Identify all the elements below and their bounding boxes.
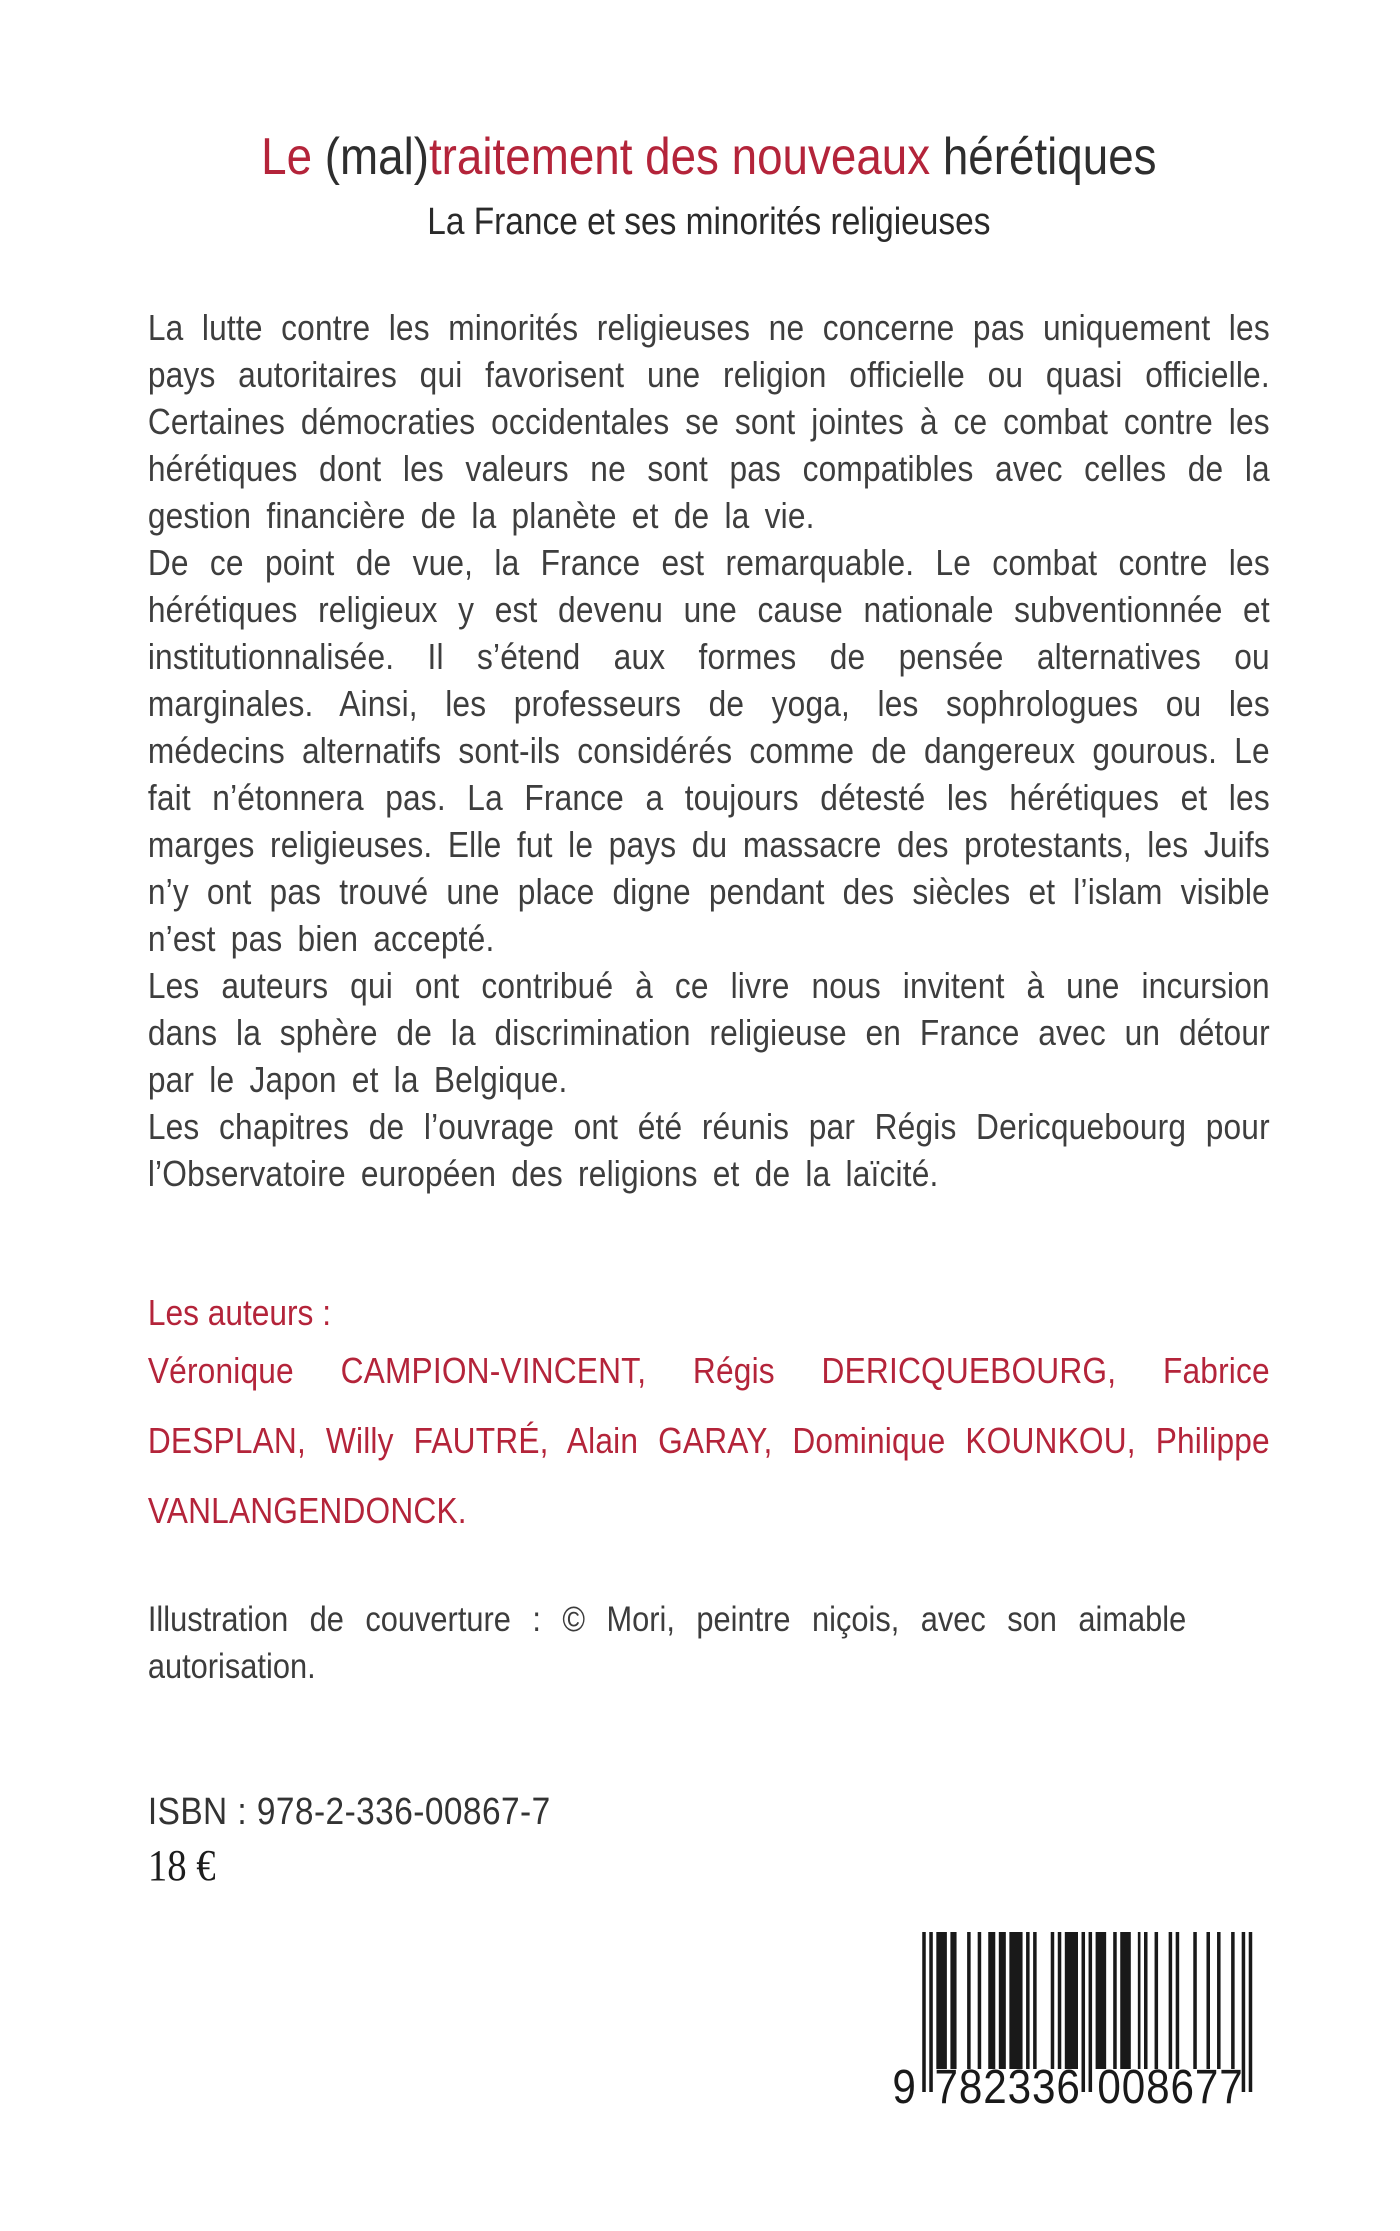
- title-part-2: (mal): [324, 128, 429, 186]
- barcode-digit-group-1: 782336: [934, 2061, 1081, 2114]
- authors-block: [148, 1289, 1270, 1546]
- price: 18 €: [147, 1841, 216, 1890]
- barcode: [892, 1932, 1256, 2114]
- synopsis-paragraph-2: De ce point de vue, la France est remarquable. Le combat contre les hérétiques religieux y est devenu une cause nationale subventionnée et institutionnalisée. Il s’étend aux formes de pensée alternatives ou marginales. Ainsi, les professeurs de yoga, les sophrologues ou les médecins alternatifs sont-ils considérés comme de dangereux gourous. Le fait n’étonnera pas. La France a toujours détesté les hérétiques et les marges religieuses. Elle fut le pays du massacre des protestants, les Juifs n’y ont pas trouvé une place digne pendant des siècles et l’islam visible n’est pas bien accepté.: [147, 542, 1270, 959]
- footer: [148, 1790, 1270, 1890]
- isbn-label: ISBN : 978-2-336-00867-7: [147, 1791, 551, 1833]
- barcode-digits: [892, 2061, 1256, 2114]
- title-part-4: hérétiques: [942, 128, 1157, 186]
- barcode-digit-group-2: 008677: [1097, 2061, 1244, 2114]
- title-part-3: traitement des nouveaux: [428, 128, 943, 186]
- synopsis-paragraph-1: La lutte contre les minorités religieuses ne concerne pas uniquement les pays autoritaires qui favorisent une religion officielle ou quasi officielle. Certaines démocraties occidentales se sont jointes à ce combat contre les hérétiques dont les valeurs ne sont pas compatibles avec celles de la gestion financière de la planète et de la vie.: [147, 307, 1270, 536]
- authors-names: Véronique CAMPION-VINCENT, Régis DERICQUEBOURG, Fabrice DESPLAN, Willy FAUTRÉ, Alain GARAY, Dominique KOUNKOU, Philippe VANLANGENDONCK.: [147, 1350, 1270, 1531]
- title-part-1: Le: [261, 128, 325, 186]
- book-subtitle: La France et ses minorités religieuses: [427, 201, 991, 243]
- barcode-digit-prefix: 9: [892, 2061, 916, 2114]
- cover-illustration-credit: Illustration de couverture : © Mori, peintre niçois, avec son aimable autorisation.: [147, 1600, 1187, 1686]
- synopsis-paragraph-4: Les chapitres de l’ouvrage ont été réunis par Régis Dericquebourg pour l’Observatoire européen des religions et de la laïcité.: [147, 1106, 1270, 1194]
- authors-heading: Les auteurs :: [147, 1292, 331, 1333]
- synopsis-paragraph-3: Les auteurs qui ont contribué à ce livre nous invitent à une incursion dans la sphère de la discrimination religieuse en France avec un détour par le Japon et la Belgique.: [147, 965, 1270, 1100]
- book-title: [148, 128, 1270, 186]
- synopsis: [148, 304, 1270, 1197]
- title-block: [148, 128, 1270, 244]
